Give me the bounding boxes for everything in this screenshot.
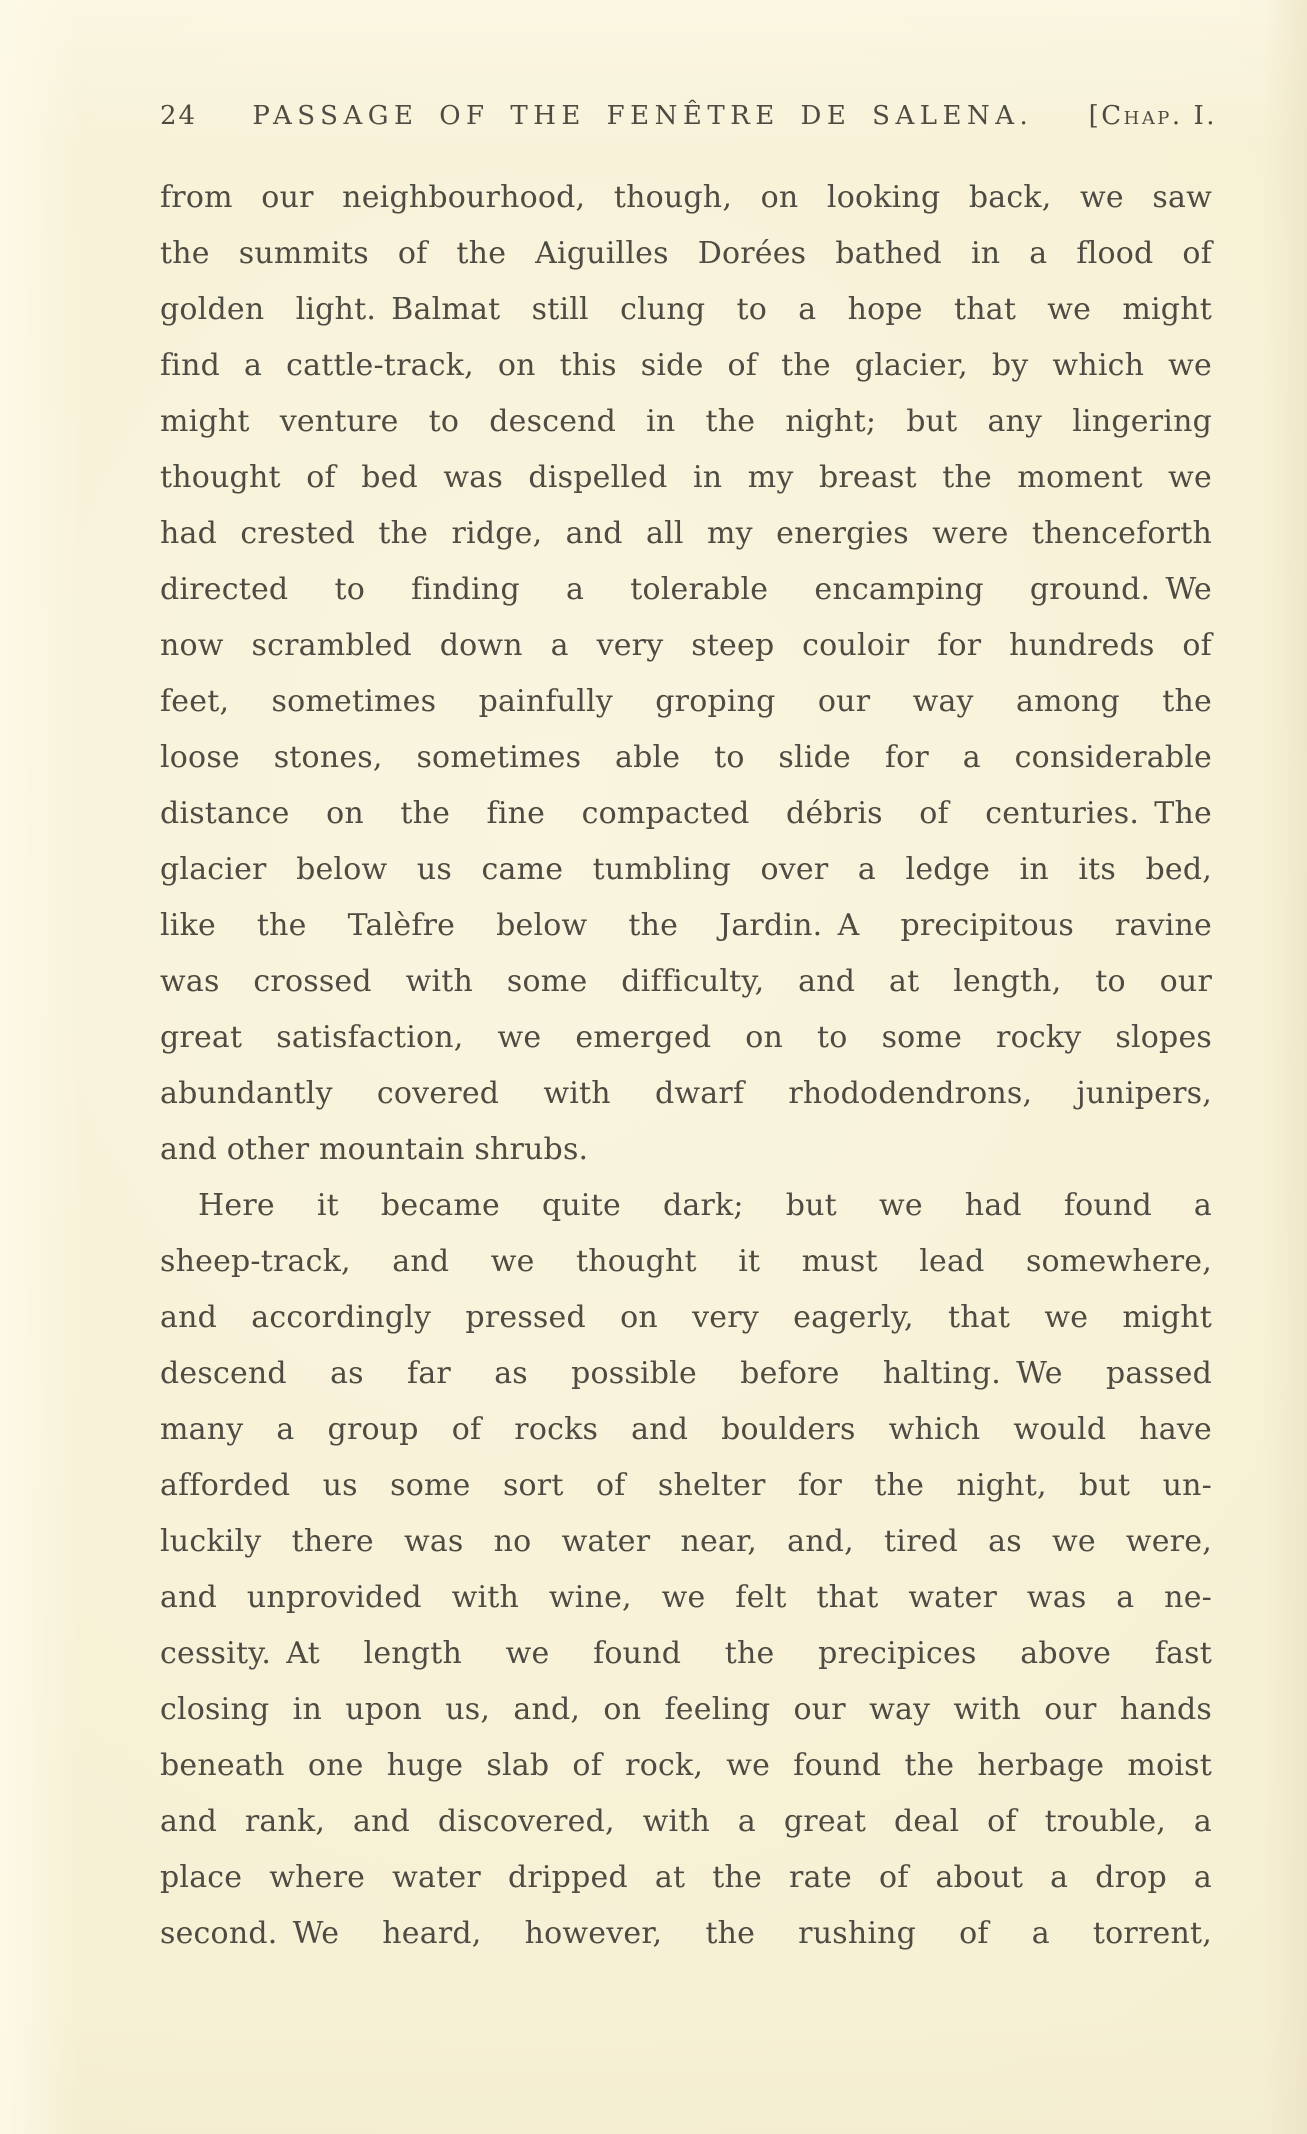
text-line: directed to finding a tolerable encamping ground. We [160, 572, 1212, 607]
text-line: the summits of the Aiguilles Dorées bathed in a flood of [160, 236, 1212, 271]
text-line: and rank, and discovered, with a great deal of trouble, a [160, 1804, 1212, 1839]
chapter-marker: [Chap. I. [1088, 101, 1217, 131]
text-line: now scrambled down a very steep couloir for hundreds of [160, 628, 1212, 663]
text-line: cessity. At length we found the precipices above fast [160, 1636, 1212, 1671]
running-title: PASSAGE OF THE FENÊTRE DE SALENA. [252, 101, 1034, 131]
text-line: and accordingly pressed on very eagerly, that we might [160, 1300, 1212, 1335]
page-number: 24 [160, 101, 198, 131]
text-line: beneath one huge slab of rock, we found the herbage moist [160, 1748, 1212, 1783]
text-line: from our neighbourhood, though, on looking back, we saw [160, 180, 1212, 215]
text-line: thought of bed was dispelled in my breast the moment we [160, 460, 1212, 495]
text-line: feet, sometimes painfully groping our way among the [160, 684, 1212, 719]
text-line: like the Talèfre below the Jardin. A precipitous ravine [160, 908, 1212, 943]
text-line: closing in upon us, and, on feeling our way with our hands [160, 1692, 1212, 1727]
text-line: luckily there was no water near, and, tired as we were, [160, 1524, 1212, 1559]
text-line: second. We heard, however, the rushing of a torrent, [160, 1916, 1212, 1951]
text-line: place where water dripped at the rate of about a drop a [160, 1860, 1212, 1895]
text-line: find a cattle-track, on this side of the glacier, by which we [160, 348, 1212, 383]
text-line: and unprovided with wine, we felt that water was a ne- [160, 1580, 1212, 1615]
text-line: was crossed with some difficulty, and at length, to our [160, 964, 1212, 999]
text-line: glacier below us came tumbling over a ledge in its bed, [160, 852, 1212, 887]
text-line: golden light. Balmat still clung to a hope that we might [160, 292, 1212, 327]
text-line: might venture to descend in the night; but any lingering [160, 404, 1212, 439]
text-line: had crested the ridge, and all my energies were thenceforth [160, 516, 1212, 551]
text-line: and other mountain shrubs. [160, 1132, 589, 1167]
text-line: Here it became quite dark; but we had found a [198, 1188, 1212, 1223]
text-line: loose stones, sometimes able to slide for a considerable [160, 740, 1212, 775]
text-line: sheep-track, and we thought it must lead somewhere, [160, 1244, 1212, 1279]
text-line: abundantly covered with dwarf rhododendrons, junipers, [160, 1076, 1212, 1111]
text-line: descend as far as possible before halting. We passed [160, 1356, 1212, 1391]
text-line: great satisfaction, we emerged on to some rocky slopes [160, 1020, 1212, 1055]
text-line: afforded us some sort of shelter for the night, but un- [160, 1468, 1212, 1503]
body-text [160, 170, 1212, 1962]
text-line: many a group of rocks and boulders which would have [160, 1412, 1212, 1447]
running-head [160, 101, 1217, 131]
text-line: distance on the fine compacted débris of centuries. The [160, 796, 1212, 831]
